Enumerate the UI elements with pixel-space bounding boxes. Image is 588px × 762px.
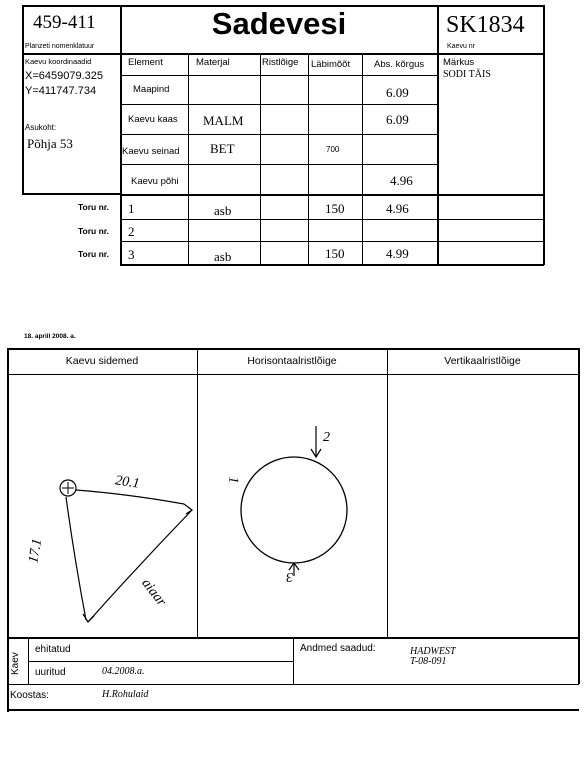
col-element: Element	[128, 57, 163, 68]
coords-caption: Kaevu koordinaadid	[25, 57, 92, 66]
footer-side-label: Kaev	[10, 652, 21, 675]
col-horizontal: Horisontaalristlõige	[247, 355, 337, 367]
row-material: BET	[210, 141, 235, 156]
card-title: Sadevesi	[211, 6, 347, 41]
row-height: 6.09	[386, 85, 409, 100]
pipe-label: Toru nr.	[78, 202, 110, 212]
data-source-value-1: HADWEST	[410, 646, 456, 657]
col-material: Materjal	[196, 57, 230, 68]
pipe-material: asb	[214, 249, 232, 264]
sheet-number: 459-411	[33, 12, 96, 33]
author-label: Koostas:	[10, 690, 49, 701]
tie-top-value: 20.1	[114, 473, 141, 492]
pipe-height: 4.99	[386, 246, 409, 261]
surveyed-label: uuritud	[35, 667, 66, 678]
tie-diag-value: aiaar	[138, 576, 169, 610]
coord-x: X=6459079.325	[25, 70, 103, 82]
col-vertical: Vertikaalristlõige	[444, 355, 521, 367]
sheet-caption: Planzeti nomenklatuur	[25, 43, 95, 50]
pipe-label: Toru nr.	[78, 249, 110, 259]
pipe-bottom-label: 3	[286, 569, 293, 584]
data-source-value-2: T-08-091	[410, 656, 447, 667]
well-id: SK1834	[446, 12, 525, 38]
coord-y: Y=411747.734	[25, 85, 97, 97]
pipe-material: asb	[214, 203, 232, 218]
col-remarks: Märkus	[443, 57, 475, 68]
row-label: Kaevu põhi	[131, 176, 179, 187]
pipe-diameter: 150	[325, 201, 345, 216]
address-value: Põhja 53	[27, 136, 73, 151]
pipe-label: Toru nr.	[78, 226, 110, 236]
data-source-label: Andmed saadud:	[300, 643, 376, 654]
remark-value: SODI TÄIS	[443, 69, 491, 80]
pipe-height: 4.96	[386, 201, 409, 216]
survey-date: 18. aprill 2008. a.	[24, 333, 76, 340]
row-label: Kaevu seinad	[122, 146, 180, 157]
pipe-number: 2	[128, 224, 135, 239]
col-height: Abs. kõrgus	[374, 59, 425, 70]
row-label: Maapind	[133, 84, 170, 95]
row-diameter: 700	[326, 145, 340, 154]
horizontal-section-sketch	[198, 376, 387, 636]
pipe-number: 1	[128, 201, 135, 216]
surveyed-value: 04.2008.a.	[102, 666, 145, 677]
well-caption: Kaevu nr	[447, 43, 476, 50]
pipe-number: 3	[128, 247, 135, 262]
col-ties: Kaevu sidemed	[65, 355, 139, 367]
ties-sketch	[8, 376, 197, 636]
pipe-left-label: 1	[225, 476, 241, 484]
built-label: ehitatud	[35, 644, 71, 655]
row-label: Kaevu kaas	[128, 114, 178, 125]
row-height: 6.09	[386, 112, 409, 127]
row-height: 4.96	[390, 173, 413, 188]
address-caption: Asukoht:	[25, 123, 57, 132]
author-value: H.Rohulaid	[102, 689, 149, 700]
tie-left-value: 17.1	[26, 537, 46, 565]
pipe-top-label: 2	[323, 430, 330, 445]
row-material: MALM	[203, 113, 244, 128]
col-cross: Ristlõige	[262, 57, 299, 68]
pipe-diameter: 150	[325, 246, 345, 261]
col-diameter: Läbimõõt	[311, 59, 351, 70]
